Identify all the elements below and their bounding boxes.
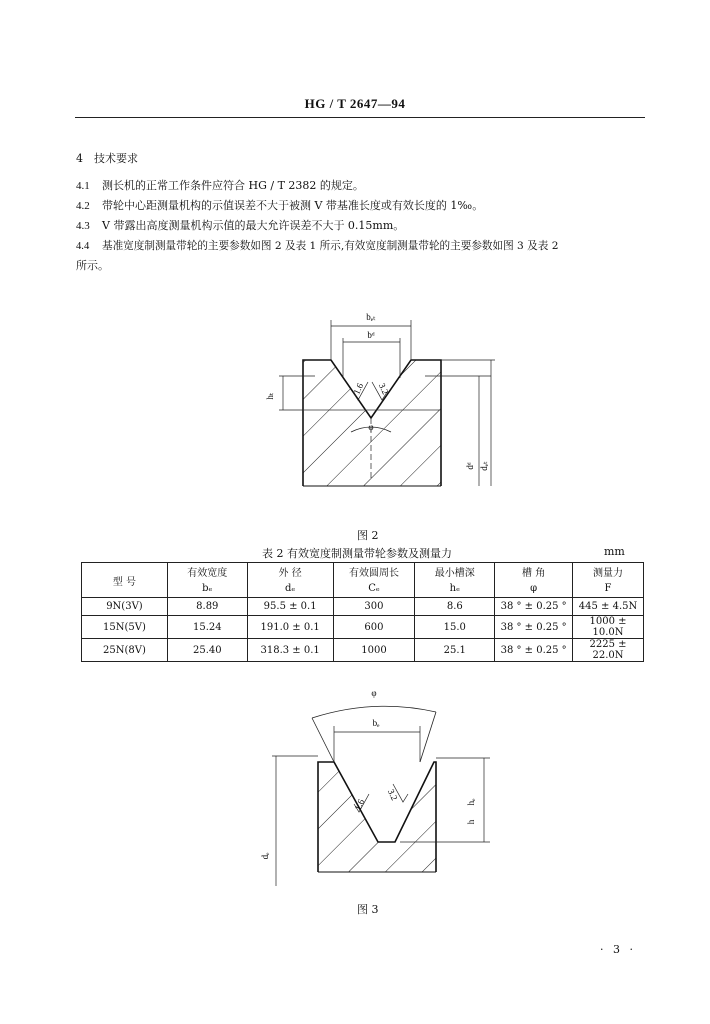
label-b-et: bₑₜ xyxy=(366,312,376,322)
table-cell: 15.24 xyxy=(167,616,247,639)
table-cell: 1000 ± 10.0N xyxy=(573,616,644,639)
table-cell: 1000 xyxy=(333,639,415,662)
table-cell: 95.5 ± 0.1 xyxy=(247,598,333,616)
clause-text: 带轮中心距测量机构的示值误差不大于被测 V 带基准长度或有效长度的 1‰。 xyxy=(102,199,484,212)
figure-2-caption: 图 2 xyxy=(357,529,379,542)
col-symbol: bₑ xyxy=(167,580,247,598)
label-h-t: hₜ xyxy=(265,392,275,400)
table-cell: 9N(3V) xyxy=(82,598,168,616)
table-cell: 600 xyxy=(333,616,415,639)
col-header: 槽 角 xyxy=(495,563,573,581)
col-symbol: φ xyxy=(495,580,573,598)
table-cell: 8.89 xyxy=(167,598,247,616)
table-cell: 15.0 xyxy=(415,616,495,639)
label-h-e: hₑ xyxy=(466,798,476,806)
table-cell: 191.0 ± 0.1 xyxy=(247,616,333,639)
table-cell: 445 ± 4.5N xyxy=(573,598,644,616)
section-number: 4 xyxy=(76,152,83,165)
col-header: 测量力 xyxy=(573,563,644,581)
header-rule xyxy=(75,117,645,118)
col-header: 有效宽度 xyxy=(167,563,247,581)
col-symbol: F xyxy=(573,580,644,598)
figure-3-drawing xyxy=(250,676,510,896)
clause-4-4-continued: 所示。 xyxy=(76,259,109,272)
col-header-model: 型 号 xyxy=(82,563,168,598)
col-header: 有效圆周长 xyxy=(333,563,415,581)
table-cell: 25N(8V) xyxy=(82,639,168,662)
label-b-d: bᵈ xyxy=(367,330,375,340)
page-number: · 3 · xyxy=(600,943,636,956)
table-header-row xyxy=(82,563,644,581)
table-row xyxy=(82,616,644,639)
roughness-3-2: 3.2 xyxy=(385,787,400,802)
clause-4-3 xyxy=(76,219,404,233)
table-cell: 8.6 xyxy=(415,598,495,616)
clause-text: 测长机的正常工作条件应符合 HG / T 2382 的规定。 xyxy=(102,179,364,192)
table-cell: 38 ° ± 0.25 ° xyxy=(495,616,573,639)
table-cell: 15N(5V) xyxy=(82,616,168,639)
table-unit: mm xyxy=(604,545,625,558)
table-cell: 25.1 xyxy=(415,639,495,662)
label-phi: φ xyxy=(371,688,377,698)
clause-text: 基准宽度制测量带轮的主要参数如图 2 及表 1 所示,有效宽度制测量带轮的主要参数如图 3 及表 2 xyxy=(102,240,559,252)
col-symbol: Cₑ xyxy=(333,580,415,598)
col-symbol: dₑ xyxy=(247,580,333,598)
clause-4-2 xyxy=(76,199,483,213)
table-cell: 2225 ± 22.0N xyxy=(573,639,644,662)
table-cell: 300 xyxy=(333,598,415,616)
table-row xyxy=(82,598,644,616)
clause-number: 4.2 xyxy=(76,200,90,212)
label-b-e: bₑ xyxy=(372,718,380,728)
roughness-1-6: 1.6 xyxy=(352,797,367,812)
clause-number: 4.4 xyxy=(76,241,90,252)
col-header: 最小槽深 xyxy=(415,563,495,581)
figure-3-caption: 图 3 xyxy=(357,903,379,916)
label-d-e: dₑ xyxy=(260,852,270,860)
section-heading xyxy=(76,152,138,166)
col-header: 外 径 xyxy=(247,563,333,581)
label-phi: φ xyxy=(368,422,374,432)
table-2 xyxy=(81,562,644,662)
label-h: h xyxy=(466,819,476,825)
clause-4-4 xyxy=(76,239,558,254)
figure-2-drawing xyxy=(255,300,515,500)
clause-number: 4.1 xyxy=(76,180,90,192)
roughness-1-6: 1.6 xyxy=(351,381,366,396)
table-cell: 25.40 xyxy=(167,639,247,662)
table-row xyxy=(82,639,644,662)
clause-number: 4.3 xyxy=(76,220,90,232)
col-symbol: hₑ xyxy=(415,580,495,598)
page-header: HG / T 2647—94 xyxy=(304,96,406,111)
label-d-d: dᵈ xyxy=(465,462,475,470)
clause-text: V 带露出高度测量机构示值的最大允许误差不大于 0.15mm。 xyxy=(102,219,405,232)
roughness-3-2: 3.2 xyxy=(376,381,391,396)
label-d-et: dₑₜ xyxy=(479,461,489,471)
table-cell: 38 ° ± 0.25 ° xyxy=(495,639,573,662)
table-cell: 38 ° ± 0.25 ° xyxy=(495,598,573,616)
section-title: 技术要求 xyxy=(94,152,138,165)
clause-4-1 xyxy=(76,179,364,193)
table-title: 表 2 有效宽度制测量带轮参数及测量力 xyxy=(262,547,452,560)
table-cell: 318.3 ± 0.1 xyxy=(247,639,333,662)
